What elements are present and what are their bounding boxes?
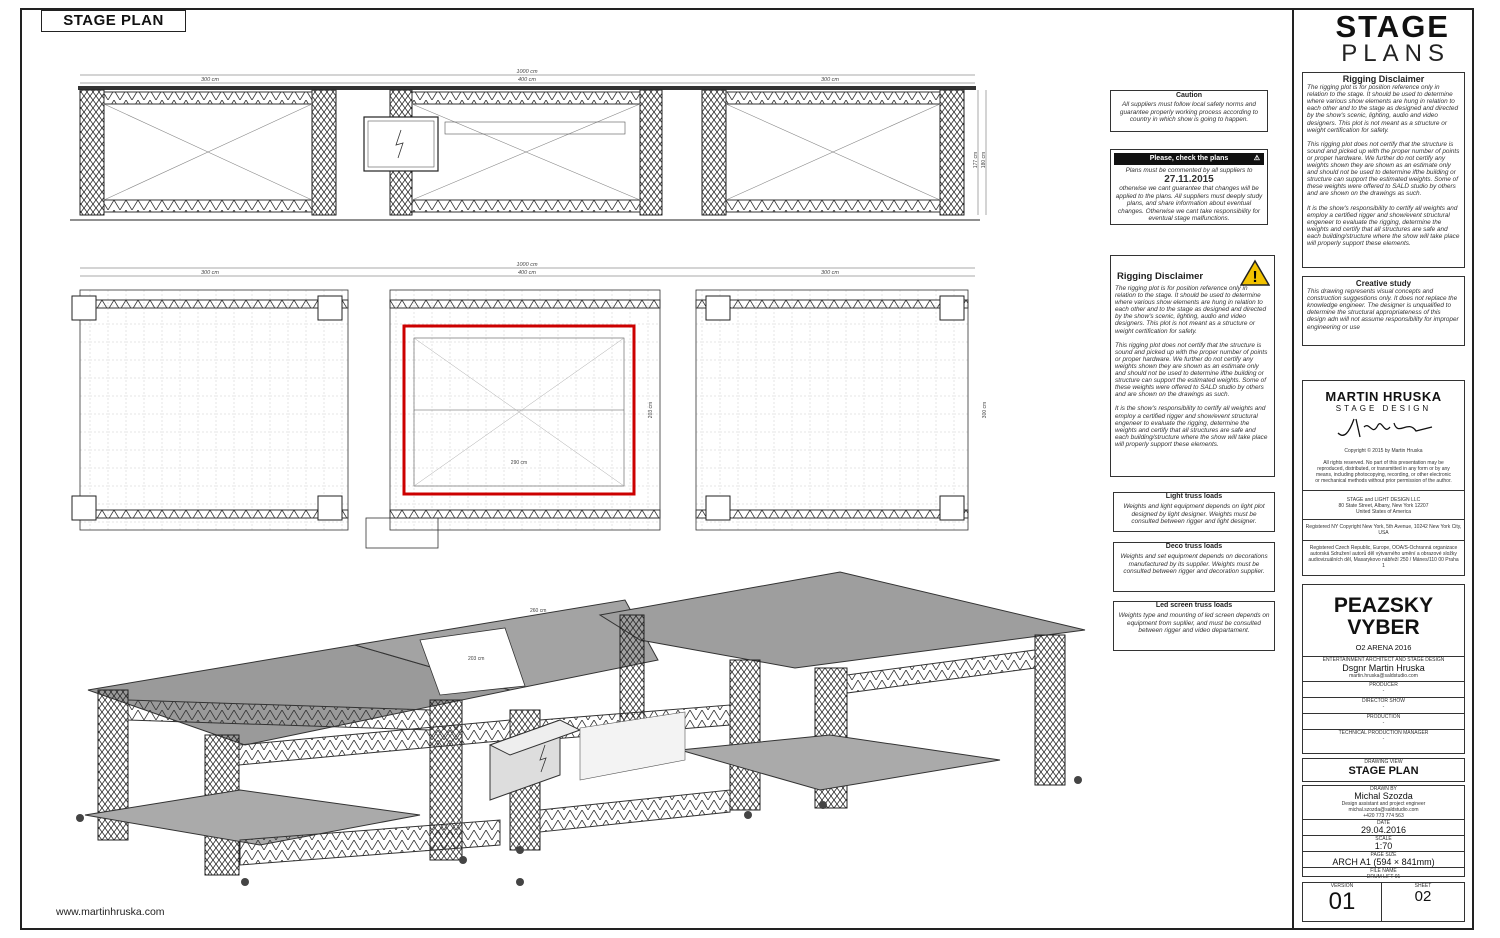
- dim-screen-width: 290 cm: [510, 460, 528, 466]
- designer-name: Dsgnr Martin Hruska: [1342, 663, 1425, 673]
- deco-truss-heading: Deco truss loads: [1165, 543, 1223, 550]
- producer-value: -: [1382, 688, 1385, 694]
- drawing-view-block: [1302, 758, 1465, 782]
- drawn-by-value: Michal Szozda: [1354, 791, 1413, 801]
- light-truss-heading: Light truss loads: [1165, 493, 1223, 500]
- sheet-label: SHEET: [1414, 883, 1432, 889]
- dim-opening-width: 260 cm: [530, 608, 547, 614]
- drawing-view-label: DRAWING VIEW: [1364, 759, 1403, 765]
- date-label: DATE: [1377, 820, 1390, 826]
- scale-label: SCALE: [1375, 836, 1392, 842]
- dim-total-front: 1000 cm: [516, 69, 538, 75]
- drawing-view-value: STAGE PLAN: [1348, 765, 1419, 777]
- rigging-disclaimer-right: [1302, 72, 1465, 268]
- dim-center-plan: 400 cm: [517, 270, 537, 276]
- led-truss-box: [1113, 601, 1275, 651]
- perspective-view: [76, 572, 1085, 886]
- light-truss-text: Weights and light equipment depends on light plot designed by light designer. Weights must be consulted between rigger and light designer.: [1123, 503, 1265, 526]
- dim-height-b: 180 cm: [981, 151, 987, 169]
- sheet-value: 02: [1414, 888, 1432, 905]
- front-elevation: [70, 69, 987, 220]
- llc-address: 80 State Street, Albany, New York 12207: [1338, 503, 1429, 509]
- top-plan: [72, 262, 988, 548]
- light-truss-box: [1113, 492, 1275, 532]
- website-url[interactable]: www.martinhruska.com: [56, 906, 165, 918]
- project-title-line2: VYBER: [1347, 616, 1420, 639]
- llc-name: STAGE and LIGHT DESIGN LLC: [1346, 497, 1421, 503]
- drawn-by-phone: +420 773 774 563: [1363, 813, 1404, 819]
- project-info-block: [1302, 584, 1465, 754]
- rigging-left-p3: It is the show's responsibility to certify all weights and employ a certified rigger and show/event structural engeneer to evaluate the rigging, determine the weights and certify that all structures are safe and each building/structure where the show will take place will properly support these elements.: [1115, 405, 1268, 448]
- rigging-right-p1: The rigging plot is for position reference only in relation to the stage. It should be used to determine where various show elements are hung in relation to each other and to the stage as designed and directed by the show's scenic, lighting, audio and video designers. This plot is not meant as a structure or weight certification for safety.: [1307, 84, 1459, 134]
- studio-subtitle: STAGE DESIGN: [1335, 404, 1432, 413]
- version-value: 01: [1328, 888, 1356, 915]
- signature-icon: [1324, 413, 1444, 441]
- rigging-disclaimer-left: [1110, 255, 1275, 477]
- creative-text: This drawing represents visual concepts and construction suggestions only. It does not replace the knowledge engineer. The designer is unqualified to determine the structural appropriateness of this design adn will not assume responsibility for improper engineering or use: [1307, 288, 1459, 331]
- production-label: PRODUCTION: [1366, 714, 1401, 720]
- rights-text: All rights reserved. No part of this presentation may be reproduced, distributed, or transmitted in any form or by any means, including photocopying, recording, or other electronic or mechanical methods without prior permission of the author.: [1315, 460, 1452, 484]
- role-label: ENTERTAINMENT ARCHITECT AND STAGE DESIGN: [1322, 657, 1445, 663]
- director-value: -: [1382, 704, 1385, 710]
- date-value: 29.04.2016: [1360, 825, 1407, 835]
- deco-truss-text: Weights and set equipment depends on decorations manufactured by its supplier. Weights must be consulted between rigger and decoration supplier.: [1120, 553, 1268, 576]
- dim-left-plan: 300 cm: [200, 270, 220, 276]
- tpm-label: TECHNICAL PRODUCTION MANAGER: [1338, 730, 1429, 736]
- caution-box: [1110, 90, 1268, 132]
- production-value: -: [1382, 720, 1385, 726]
- drawn-by-label: DRAWN BY: [1370, 786, 1397, 792]
- project-title-line1: PEAZSKY: [1333, 594, 1434, 617]
- director-label: DIRECTOR SHOW: [1362, 698, 1405, 704]
- project-venue: O2 ARENA 2016: [1355, 643, 1412, 652]
- check-plans-heading: Please, check the plans: [1149, 155, 1229, 162]
- deco-truss-box: [1113, 542, 1275, 592]
- studio-info-block: [1302, 380, 1465, 576]
- svg-text:!: !: [1252, 269, 1258, 286]
- version-block: [1302, 882, 1465, 922]
- registered-ny: Registered NY Copyright New York, 5th Avenue, 10242 New York City, USA: [1305, 524, 1462, 536]
- dim-opening-depth: 203 cm: [468, 656, 485, 662]
- drawing-info-block: [1302, 785, 1465, 880]
- dim-height-a: 177 cm: [973, 151, 979, 169]
- drawn-by-role: Design assistant and project engineer: [1341, 801, 1426, 807]
- dim-screen-height: 203 cm: [648, 401, 654, 419]
- rigging-right-p3: It is the show's responsibility to certify all weights and employ a certified rigger and show/event structural engeneer to evaluate the rigging, determine the weights and certify that all structures are safe and each building/structure where the show will take place will properly support these elements.: [1307, 204, 1460, 247]
- creative-study-box: [1302, 276, 1465, 346]
- check-plans-text: otherwise we cant guarantee that changes will be applied to the plans. All suppliers must deeply study plans, and share information about eventual changes. Otherwise we cant take responsibility for eventual stage malfunctions.: [1115, 185, 1263, 223]
- dim-right-front: 300 cm: [820, 77, 840, 83]
- version-label: VERSION: [1330, 883, 1354, 889]
- page-size-value: ARCH A1 (594 × 841mm): [1332, 857, 1435, 867]
- drawn-by-email[interactable]: michal.szozda@saldstudio.com: [1348, 807, 1419, 813]
- check-plans-date: 27.11.2015: [1164, 174, 1214, 186]
- designer-email[interactable]: martin.hruska@saldstudio.com: [1349, 673, 1418, 679]
- page-size-label: PAGE SIZE: [1370, 852, 1397, 858]
- producer-label: PRODUCER: [1369, 682, 1398, 688]
- dim-center-front: 400 cm: [517, 77, 537, 83]
- logo-line1: STAGE: [1335, 9, 1450, 44]
- rigging-left-p1: The rigging plot is for position reference only in relation to the stage. It should be used to determine where various show elements are hung in relation to each other and to the stage as designed and directed by the show's scenic, lighting, audio and video designers. This plot is not meant as a structure or weight certification for safety.: [1115, 285, 1267, 335]
- rigging-right-heading: Rigging Disclaimer: [1342, 74, 1425, 84]
- led-truss-text: Weights type and mounting of led screen depends on equipment from supllier, and must be consulted between rigger and video departament.: [1118, 612, 1270, 635]
- tpm-value: -: [1382, 736, 1385, 742]
- llc-country: United States of America: [1355, 509, 1412, 515]
- creative-heading: Creative study: [1355, 279, 1412, 288]
- logo-line2: PLANS: [1341, 40, 1450, 67]
- dim-right-plan: 300 cm: [820, 270, 840, 276]
- rigging-left-p2: This rigging plot does not certify that the structure is sound and picked up with the proper number of points or proper hardware. We further do not certify any weights shown they are shown as an estimate only and should not be used to determine ifthe building or structure can support the estimated weights. Some of these weights were offered to SALD studio by others and are shown on the drawings as such.: [1115, 341, 1268, 399]
- caution-text: All suppliers must follow local safety norms and guarantee properly working process according to country in which show is going to happen.: [1119, 101, 1259, 124]
- dim-depth: 300 cm: [982, 401, 988, 419]
- rigging-left-heading: Rigging Disclaimer: [1117, 271, 1204, 282]
- registered-cz: Registered Czech Republic, Europe, OOA/S-Ochranná organizace autorská Sdružení autorů děl výtvarného umění a obrazové složky audiovizuálních děl, Masarykovo nábřeží 250 / Mánes/110 00 Praha 1: [1308, 545, 1459, 569]
- warning-icon: ⚠: [1253, 155, 1260, 162]
- check-plans-line1: Plans must be commented by all suppliers to: [1125, 167, 1253, 174]
- dim-total-plan: 1000 cm: [516, 262, 538, 268]
- scale-value: 1:70: [1374, 841, 1393, 851]
- rigging-right-p2: This rigging plot does not certify that the structure is sound and picked up with the proper number of points or proper hardware. We further do not certify any weights shown they are shown as an estimate only and should not be used to determine ifthe building or structure can support the estimated weights. Some of these weights were offered to SALD studio by others and are shown on the drawings as such.: [1307, 140, 1460, 198]
- studio-name: MARTIN HRUSKA: [1325, 389, 1442, 404]
- dim-left-front: 300 cm: [200, 77, 220, 83]
- page-title: STAGE PLAN: [41, 10, 186, 32]
- file-name-value: DRUM LIFT 01: [1366, 874, 1401, 880]
- file-name-label: FILE NAME: [1370, 868, 1397, 874]
- warning-icon: [1240, 259, 1270, 287]
- copyright-text: Copyright © 2015 by Martin Hruska: [1344, 448, 1423, 454]
- check-plans-box: [1110, 149, 1268, 225]
- led-truss-heading: Led screen truss loads: [1155, 602, 1233, 609]
- caution-heading: Caution: [1175, 92, 1203, 99]
